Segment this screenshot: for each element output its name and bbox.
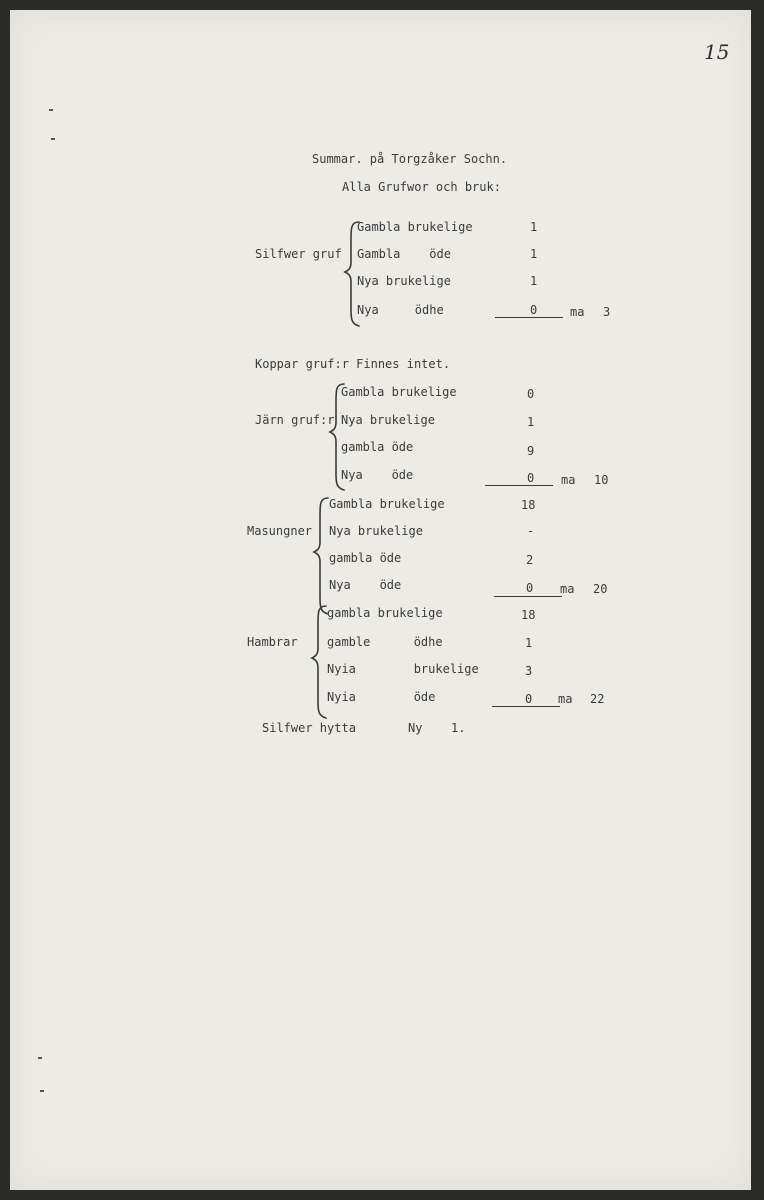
table-value: 18 bbox=[521, 498, 536, 512]
table-value: 0 bbox=[527, 387, 535, 401]
table-value: 2 bbox=[526, 553, 534, 567]
table-row: Nya öde bbox=[341, 468, 414, 482]
jarn-label: Järn gruf:r bbox=[255, 413, 335, 427]
masungner-label: Masungner bbox=[247, 524, 313, 538]
table-value: 3 bbox=[525, 664, 533, 678]
page-number: 15 bbox=[704, 40, 730, 64]
table-row: Gambla öde bbox=[357, 247, 451, 261]
table-row: gambla öde bbox=[329, 551, 402, 565]
table-value: - bbox=[527, 524, 535, 538]
table-value: 9 bbox=[527, 444, 535, 458]
document-title: Summar. på Torgzåker Sochn. bbox=[312, 152, 508, 166]
sum-line bbox=[492, 706, 560, 707]
hytta-kind: Ny bbox=[408, 721, 423, 735]
document-page bbox=[10, 10, 751, 1190]
sum-line bbox=[494, 596, 562, 597]
hytta-label: Silfwer hytta bbox=[262, 721, 356, 735]
koppar-note: Koppar gruf:r Finnes intet. bbox=[255, 357, 451, 371]
table-row: Nyia öde bbox=[327, 690, 436, 704]
ma-label: ma bbox=[558, 692, 573, 706]
document-subtitle: Alla Grufwor och bruk: bbox=[342, 180, 501, 194]
sum-line bbox=[485, 485, 553, 486]
table-row: Nya brukelige bbox=[357, 274, 451, 288]
table-value: 1 bbox=[527, 415, 535, 429]
hambrar-label: Hambrar bbox=[247, 635, 298, 649]
table-row: Gambla brukelige bbox=[357, 220, 473, 234]
table-value: 0 bbox=[527, 471, 535, 485]
table-value: 0 bbox=[525, 692, 533, 706]
total-value: 20 bbox=[593, 582, 608, 596]
table-row: Gambla brukelige bbox=[329, 497, 445, 511]
margin-mark bbox=[49, 109, 53, 111]
table-row: Nya öde bbox=[329, 578, 402, 592]
ma-label: ma bbox=[561, 473, 576, 487]
table-value: 1 bbox=[525, 636, 533, 650]
margin-mark bbox=[38, 1057, 42, 1059]
table-row: Nyia brukelige bbox=[327, 662, 479, 676]
table-value: 0 bbox=[526, 581, 534, 595]
table-value: 0 bbox=[530, 303, 538, 317]
table-row: gambla öde bbox=[341, 440, 414, 454]
table-row: Nya brukelige bbox=[341, 413, 435, 427]
table-value: 1 bbox=[530, 247, 538, 261]
total-value: 10 bbox=[594, 473, 609, 487]
table-row: Gambla brukelige bbox=[341, 385, 457, 399]
table-row: Nya ödhe bbox=[357, 303, 444, 317]
table-row: gambla brukelige bbox=[327, 606, 443, 620]
silfwer-label: Silfwer gruf bbox=[255, 247, 342, 261]
margin-mark bbox=[51, 138, 55, 140]
table-row: Nya brukelige bbox=[329, 524, 423, 538]
table-value: 18 bbox=[521, 608, 536, 622]
table-row: gamble ödhe bbox=[327, 635, 443, 649]
ma-label: ma bbox=[570, 305, 585, 319]
ma-label: ma bbox=[560, 582, 575, 596]
table-value: 1 bbox=[530, 220, 538, 234]
table-value: 1 bbox=[530, 274, 538, 288]
total-value: 3 bbox=[603, 305, 611, 319]
sum-line bbox=[495, 317, 563, 318]
margin-mark bbox=[40, 1090, 44, 1092]
hytta-value: 1. bbox=[451, 721, 466, 735]
total-value: 22 bbox=[590, 692, 605, 706]
